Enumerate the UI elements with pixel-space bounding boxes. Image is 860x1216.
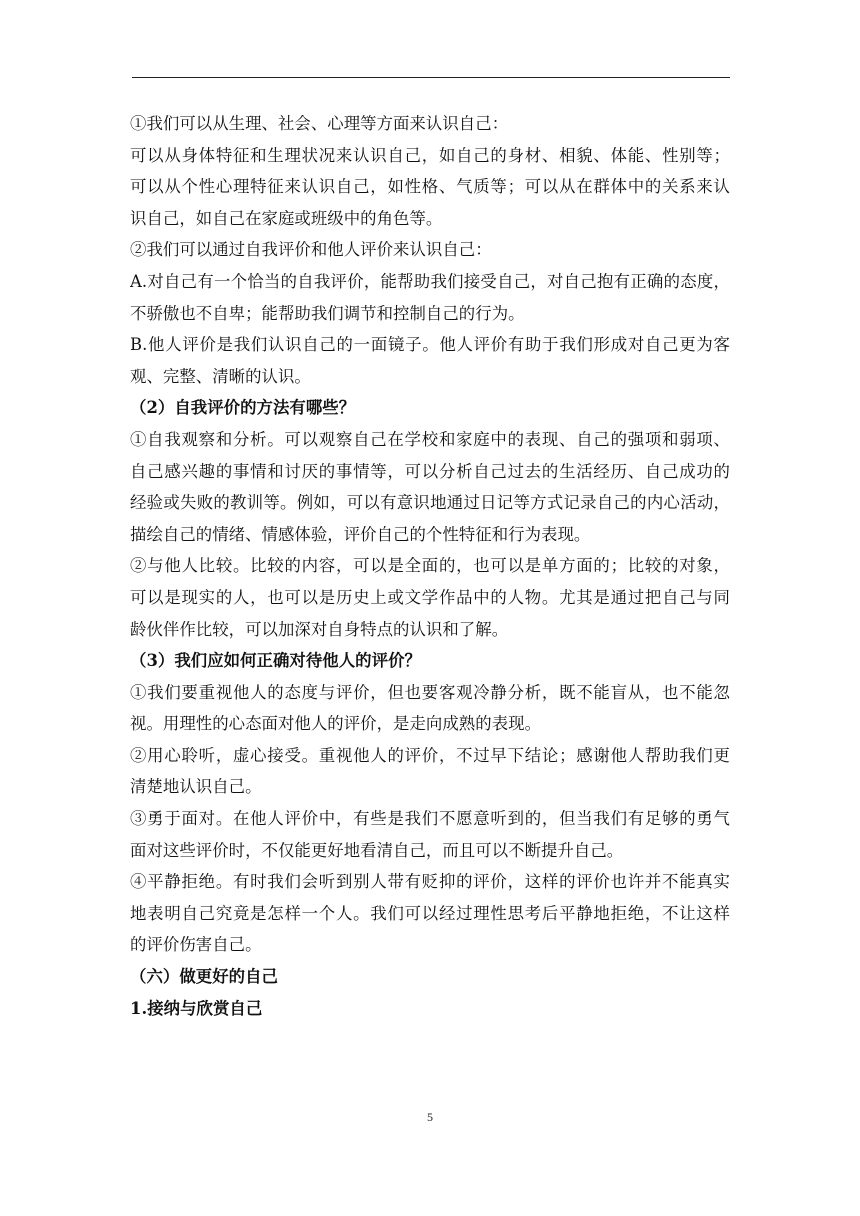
paragraph [130, 677, 730, 740]
text-line: 龄伙伴作比较，可以加深对自身特点的认识和了解。 [130, 619, 509, 639]
section-heading [130, 993, 730, 1025]
paragraph [130, 329, 730, 392]
text-line: （2）自我评价的方法有哪些？ [130, 398, 356, 418]
paragraph [130, 740, 730, 803]
section-heading [130, 392, 730, 424]
text-line: 描绘自己的情绪、情感体验，评价自己的个性特征和行为表现。 [130, 524, 591, 544]
paragraph [130, 108, 730, 140]
paragraph [130, 266, 730, 329]
section-heading [130, 645, 730, 677]
text-line: （六）做更好的自己 [130, 967, 278, 987]
header-rule [132, 77, 730, 78]
text-line: 识自己，如自己在家庭或班级中的角色等。 [130, 208, 443, 228]
text-line: ②用心聆听，虚心接受。重视他人的评价，不过早下结论；感谢他人帮助我们更 [130, 745, 730, 765]
paragraph [130, 803, 730, 866]
text-line: ④平静拒绝。有时我们会听到别人带有贬抑的评价，这样的评价也许并不能真实 [130, 872, 730, 892]
text-line: ①自我观察和分析。可以观察自己在学校和家庭中的表现、自己的强项和弱项、 [130, 429, 730, 449]
text-line: 观、完整、清晰的认识。 [130, 366, 311, 386]
paragraph [130, 866, 730, 961]
text-line: （3）我们应如何正确对待他人的评价？ [130, 651, 421, 671]
text-line: ③勇于面对。在他人评价中，有些是我们不愿意听到的，但当我们有足够的勇气 [130, 809, 730, 829]
text-line: 可以从身体特征和生理状况来认识自己，如自己的身材、相貌、体能、性别等； [130, 145, 730, 165]
paragraph [130, 550, 730, 645]
text-line: 不骄傲也不自卑；能帮助我们调节和控制自己的行为。 [130, 303, 525, 323]
section-heading [130, 961, 730, 993]
text-line: 的评价伤害自己。 [130, 935, 262, 955]
text-line: 清楚地认识自己。 [130, 777, 262, 797]
text-line: 经验或失败的教训等。例如，可以有意识地通过日记等方式记录自己的内心活动， [130, 493, 730, 513]
text-line: 视。用理性的心态面对他人的评价，是走向成熟的表现。 [130, 714, 542, 734]
page-number: 5 [427, 1110, 433, 1124]
text-line: ②我们可以通过自我评价和他人评价来认识自己： [130, 240, 492, 260]
paragraph [130, 140, 730, 235]
text-line: A.对自己有一个恰当的自我评价，能帮助我们接受自己，对自己抱有正确的态度， [130, 271, 730, 291]
text-line: ①我们可以从生理、社会、心理等方面来认识自己： [130, 114, 509, 133]
document-body [130, 108, 730, 1024]
paragraph [130, 424, 730, 550]
text-line: 可以从个性心理特征来认识自己，如性格、气质等；可以从在群体中的关系来认 [130, 177, 730, 197]
text-line: B.他人评价是我们认识自己的一面镜子。他人评价有助于我们形成对自己更为客 [130, 335, 730, 355]
text-line: 面对这些评价时，不仅能更好地看清自己，而且可以不断提升自己。 [130, 840, 624, 860]
text-line: 1.接纳与欣赏自己 [130, 998, 263, 1018]
text-line: 自己感兴趣的事情和讨厌的事情等，可以分析自己过去的生活经历、自己成功的 [130, 461, 730, 481]
text-line: 地表明自己究竟是怎样一个人。我们可以经过理性思考后平静地拒绝，不让这样 [130, 903, 730, 923]
text-line: ①我们要重视他人的态度与评价，但也要客观冷静分析，既不能盲从，也不能忽 [130, 682, 730, 702]
paragraph [130, 234, 730, 266]
text-line: ②与他人比较。比较的内容，可以是全面的，也可以是单方面的；比较的对象， [130, 556, 730, 576]
text-line: 可以是现实的人，也可以是历史上或文学作品中的人物。尤其是通过把自己与同 [130, 587, 730, 607]
